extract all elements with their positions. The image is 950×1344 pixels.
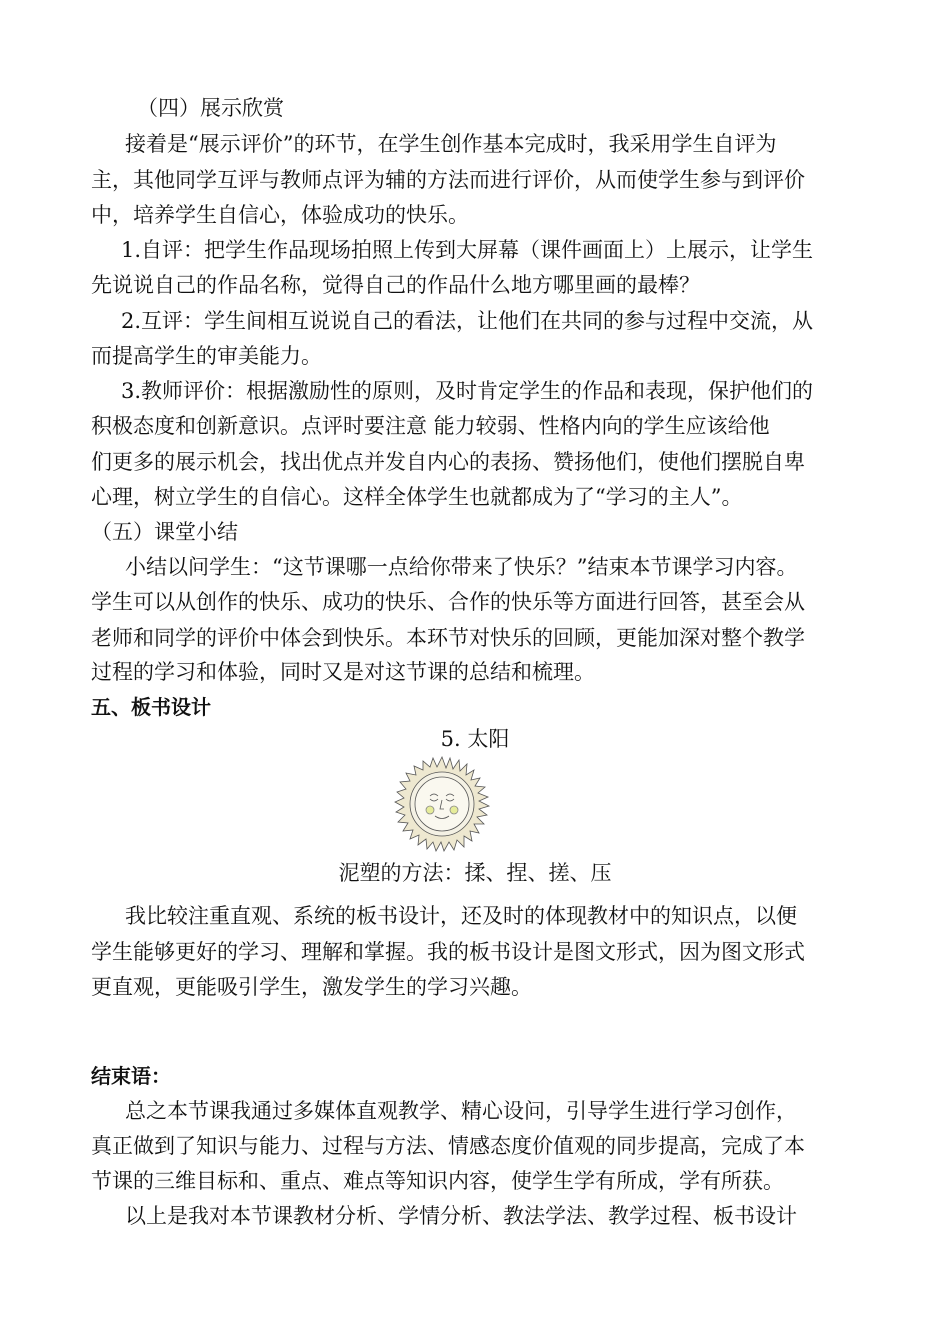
paragraph-line: 我比较注重直观、系统的板书设计，还及时的体现教材中的知识点，以便 [125,904,797,928]
sun-illustration [392,754,492,854]
paragraph-line: 更直观，更能吸引学生，激发学生的学习兴趣。 [91,975,532,999]
section-heading-board: 五、板书设计 [91,695,211,719]
paragraph-line: 小结以问学生：“这节课哪一点给你带来了快乐？”结束本节课学习内容。 [125,555,798,579]
paragraph-line: 而提高学生的审美能力。 [91,344,322,368]
section-heading-show: （四）展示欣赏 [137,96,284,120]
paragraph-line: 2.互评：学生间相互说说自己的看法，让他们在共同的参与过程中交流，从 [121,309,814,333]
paragraph-line: 主，其他同学互评与教师点评为辅的方法而进行评价，从而使学生参与到评价 [91,168,805,192]
paragraph-line: 1.自评：把学生作品现场拍照上传到大屏幕（课件画面上）上展示，让学生 [121,238,814,262]
paragraph-line: 节课的三维目标和、重点、难点等知识内容，使学生学有所成，学有所获。 [91,1169,784,1193]
section-heading-summary: （五）课堂小结 [91,520,238,544]
paragraph-line: 学生可以从创作的快乐、成功的快乐、合作的快乐等方面进行回答，甚至会从 [91,590,805,614]
paragraph-line: 心理，树立学生的自信心。这样全体学生也就都成为了“学习的主人”。 [91,485,743,509]
paragraph-line: 们更多的展示机会，找出优点并发自内心的表扬、赞扬他们，使他们摆脱自卑 [91,450,805,474]
paragraph-line: 总之本节课我通过多媒体直观教学、精心设问，引导学生进行学习创作， [125,1099,797,1123]
paragraph-line: 3.教师评价：根据激励性的原则，及时肯定学生的作品和表现，保护他们的 [121,379,814,403]
section-heading-ending: 结束语： [91,1064,171,1088]
paragraph-line: 以上是我对本节课教材分析、学情分析、教法学法、教学过程、板书设计 [125,1204,797,1228]
paragraph-line: 先说说自己的作品名称，觉得自己的作品什么地方哪里画的最棒？ [91,273,700,297]
board-method: 泥塑的方法：揉、捏、搓、压 [338,861,612,885]
paragraph-line: 真正做到了知识与能力、过程与方法、情感态度价值观的同步提高，完成了本 [91,1134,805,1158]
paragraph-line: 学生能够更好的学习、理解和掌握。我的板书设计是图文形式，因为图文形式 [91,940,805,964]
paragraph-line: 老师和同学的评价中体会到快乐。本环节对快乐的回顾，更能加深对整个教学 [91,626,805,650]
paragraph-line: 中，培养学生自信心，体验成功的快乐。 [91,203,469,227]
paragraph-line: 积极态度和创新意识。点评时要注意 能力较弱、性格内向的学生应该给他 [91,414,770,438]
sun-rays-icon [395,757,489,851]
board-title: 5. 太阳 [440,727,510,751]
paragraph-line: 过程的学习和体验，同时又是对这节课的总结和梳理。 [91,660,595,684]
paragraph-line: 接着是“展示评价”的环节，在学生创作基本完成时，我采用学生自评为 [125,132,777,156]
